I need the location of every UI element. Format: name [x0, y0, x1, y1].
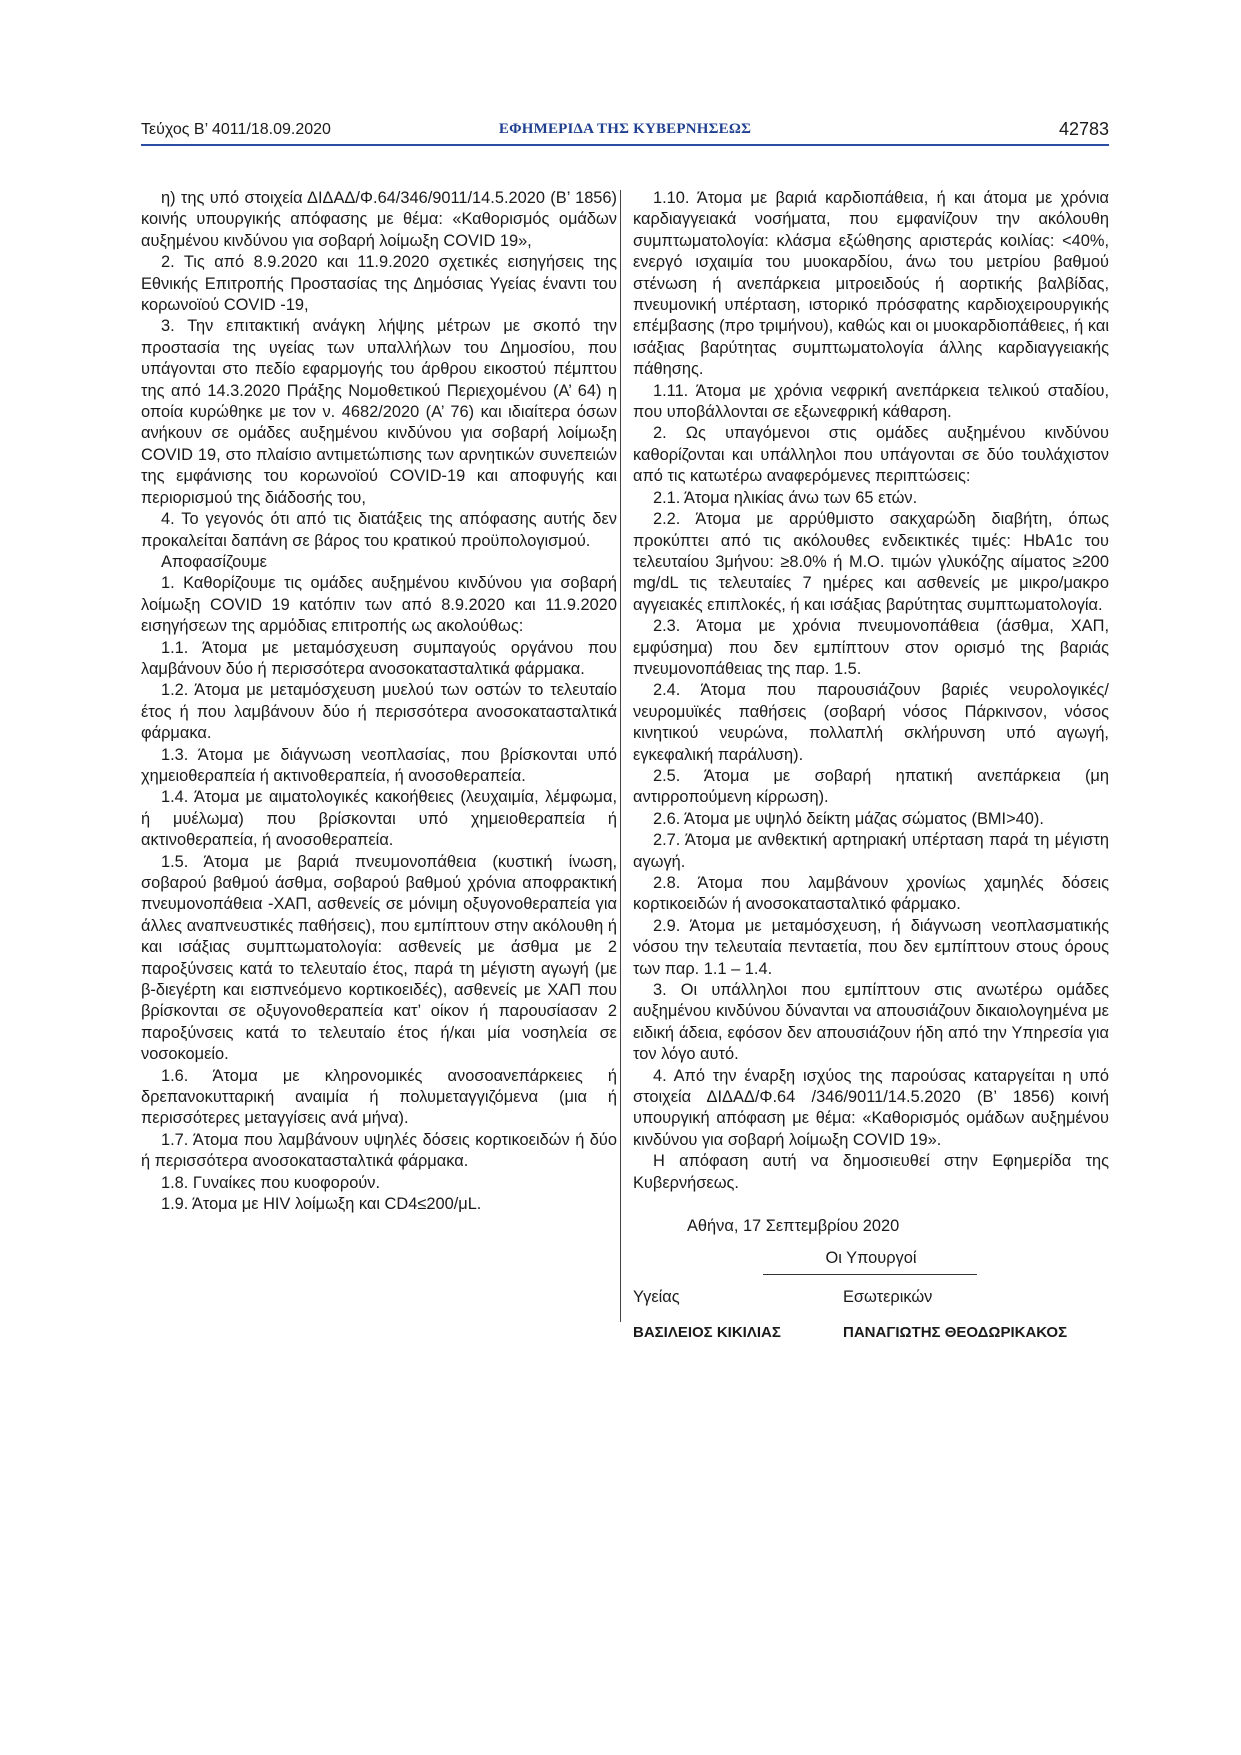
list-item: 2.9. Άτομα με μεταμόσχευση, ή διάγνωση νεοπλασματικής νόσου την τελευταία πενταετία, που δεν εμπίπτουν στους όρους των παρ. 1.1 – 1.4. — [633, 916, 1109, 978]
list-item: 1.9. Άτομα με HIV λοίμωξη και CD4≤200/μL. — [161, 1195, 482, 1214]
paragraph: 1. Καθορίζουμε τις ομάδες αυξημένου κινδύνου για σοβαρή λοίμωξη COVID 19 κατόπιν των από 8.9.2020 και 11.9.2020 εισηγήσεων της αρμόδιας επιτροπής ως ακολούθως: — [141, 574, 617, 636]
gazette-title: ΕΦΗΜΕΡΙΔΑ ΤΗΣ ΚΥΒΕΡΝΗΣΕΩΣ — [498, 121, 752, 137]
list-item: 2.2. Άτομα με αρρύθμιστο σακχαρώδη διαβήτη, όπως προκύπτει από τις ακόλουθες ενδεικτικές τιμές: HbA1c του τελευταίου 3μήνου: ≥8.0% ή Μ.Ο. τιμών γλυκόζης αίματος ≥200 mg/dL τις τελευταίες 7 ημέρες και ασθενείς με μικρο/μακρο αγγειακές επιπλοκές, ή και ισάξιας βαρύτητας συμπτωματολογία. — [633, 510, 1109, 614]
paragraph: 3. Οι υπάλληλοι που εμπίπτουν στις ανωτέρω ομάδες αυξημένου κινδύνου δύνανται να απουσιάζουν δικαιολογημένα με ειδική άδεια, εφόσον δεν απουσιάζουν ήδη από την Υπηρεσία για τον λόγο αυτό. — [633, 981, 1109, 1064]
issue-reference: Τεύχος Β’ 4011/18.09.2020 — [141, 121, 331, 138]
list-item: 1.8. Γυναίκες που κυοφορούν. — [161, 1173, 381, 1192]
paragraph: 4. Από την έναρξη ισχύος της παρούσας καταργείται η υπό στοιχεία ΔΙΔΑΔ/Φ.64 /346/9011/14.5.2020 (Β’ 1856) κοινή υπουργική απόφαση με θέμα: «Καθορισμός ομάδων αυξημένου κινδύνου για σοβαρή λοίμωξη COVID 19». — [633, 1066, 1109, 1149]
place-date: Αθήνα, 17 Σεπτεμβρίου 2020 — [687, 1217, 900, 1236]
list-item: 1.11. Άτομα με χρόνια νεφρική ανεπάρκεια τελικού σταδίου, που υποβάλλονται σε εξωνεφρική κάθαρση. — [633, 381, 1109, 422]
list-item: 2.7. Άτομα με ανθεκτική αρτηριακή υπέρταση παρά τη μέγιστη αγωγή. — [633, 831, 1109, 871]
ministers-heading — [633, 1248, 1109, 1275]
ministry-interior: Εσωτερικών — [843, 1287, 933, 1306]
paragraph: 2. Ως υπαγόμενοι στις ομάδες αυξημένου κινδύνου καθορίζονται και υπάλληλοι που υπάγονται σε δύο τουλάχιστον από τις κατωτέρω αναφερόμενες περιπτώσεις: — [633, 424, 1109, 486]
ministers-rule — [763, 1274, 977, 1275]
signatory-interior: ΠΑΝΑΓΙΩΤΗΣ ΘΕΟΔΩΡΙΚΑΚΟΣ — [843, 1324, 1068, 1342]
paragraph: η) της υπό στοιχεία ΔΙΔΑΔ/Φ.64/346/9011/14.5.2020 (Β’ 1856) κοινής υπουργικής απόφασης με θέμα: «Καθορισμός ομάδων αυξημένου κινδύνου για σοβαρή λοίμωξη COVID 19», — [141, 189, 617, 250]
list-item: 1.1. Άτομα με μεταμόσχευση συμπαγούς οργάνου που λαμβάνουν δύο ή περισσότερα ανοσοκατασταλτικά φάρμακα. — [141, 638, 617, 678]
list-item: 1.6. Άτομα με κληρονομικές ανοσοανεπάρκειες ή δρεπανοκυτταρική αναιμία ή πολυμεταγγιζόμενα (μια ή περισσότερες μεταγγίσεις ανά μήνα). — [141, 1066, 617, 1128]
list-item: 2.8. Άτομα που λαμβάνουν χρονίως χαμηλές δόσεις κορτικοειδών ή ανοσοκατασταλτικό φάρμακο. — [633, 874, 1109, 914]
signature-block — [633, 1216, 1109, 1344]
list-item: 2.1. Άτομα ηλικίας άνω των 65 ετών. — [653, 488, 918, 507]
signatory-health: ΒΑΣΙΛΕΙΟΣ ΚΙΚΙΛΙΑΣ — [633, 1324, 781, 1342]
list-item: 1.7. Άτομα που λαμβάνουν υψηλές δόσεις κορτικοειδών ή δύο ή περισσότερα ανοσοκατασταλτικά φάρμακα. — [141, 1130, 617, 1171]
header-rule — [141, 144, 1109, 146]
ministers-label: Οι Υπουργοί — [825, 1248, 917, 1267]
signatory-row — [633, 1322, 1109, 1343]
list-item: 2.4. Άτομα που παρουσιάζουν βαριές νευρολογικές/νευρομυϊκές παθήσεις (σοβαρή νόσος Πάρκινσον, νόσος κινητικού νευρώνα, πολλαπλή σκλήρυνση υπό αγωγή, εγκεφαλική παράλυση). — [633, 681, 1109, 764]
list-item: 1.3. Άτομα με διάγνωση νεοπλασίας, που βρίσκονται υπό χημειοθεραπεία ή ακτινοθεραπεία, ή ανοσοθεραπεία. — [141, 745, 617, 785]
column-divider — [620, 190, 621, 1322]
left-column — [141, 188, 617, 1216]
page-header — [141, 119, 1109, 149]
ministry-row — [633, 1287, 1109, 1308]
list-item: 1.4. Άτομα με αιματολογικές κακοήθειες (λευχαιμία, λέμφωμα, ή μυέλωμα) που βρίσκονται υπό χημειοθεραπεία ή ακτινοθεραπεία, ή ανοσοθεραπεία. — [141, 788, 617, 850]
page-number: 42783 — [1058, 119, 1109, 139]
paragraph: Η απόφαση αυτή να δημοσιευθεί στην Εφημερίδα της Κυβερνήσεως. — [633, 1152, 1109, 1192]
list-item: 2.5. Άτομα με σοβαρή ηπατική ανεπάρκεια (μη αντιρροπούμενη κίρρωση). — [633, 766, 1109, 807]
list-item: 1.2. Άτομα με μεταμόσχευση μυελού των οστών το τελευταίο έτος ή που λαμβάνουν δύο ή περισσότερα ανοσοκατασταλτικά φάρμακα. — [141, 681, 617, 743]
list-item: 1.5. Άτομα με βαριά πνευμονοπάθεια (κυστική ίνωση, σοβαρού βαθμού άσθμα, σοβαρού βαθμού χρόνια αποφρακτική πνευμονοπάθεια -ΧΑΠ, ασθενείς σε μόνιμη οξυγονοθεραπεία για άλλες αναπνευστικές παθήσεις), που εμπίπτουν στην ακόλουθη ή και ισάξιας συμπτωματολογία: ασθενείς με άσθμα με 2 παροξύνσεις κατά το τελευταίο έτος, παρά τη μέγιστη αγωγή (με β-διεγέρτη και εισπνεόμενο κορτικοειδές), ασθενείς με ΧΑΠ που βρίσκονται σε οξυγονοθεραπεία κατ’ οίκον ή παρουσίασαν 2 παροξύνσεις κατά το τελευταίο έτος ή/και μία νοσηλεία σε νοσοκομείο. — [141, 852, 617, 1064]
paragraph: 3. Την επιτακτική ανάγκη λήψης μέτρων με σκοπό την προστασία της υγείας των υπαλλήλων του Δημοσίου, που υπάγονται στο πεδίο εφαρμογής του άρθρου εικοστού πέμπτου της από 14.3.2020 Πράξης Νομοθετικού Περιεχομένου (Α’ 64) η οποία κυρώθηκε με τον ν. 4682/2020 (Α’ 76) και ιδιαίτερα όσων ανήκουν σε ομάδες αυξημένου κινδύνου για σοβαρή λοίμωξη COVID 19, στο πλαίσιο αντιμετώπισης των αρνητικών συνεπειών της εμφάνισης του κορωνοϊού COVID-19 και αποφυγής και περιορισμού της διάδοσής του, — [141, 317, 617, 507]
paragraph: 2. Τις από 8.9.2020 και 11.9.2020 σχετικές εισηγήσεις της Εθνικής Επιτροπής Προστασίας της Δημόσιας Υγείας έναντι του κορωνοϊού COVID -19, — [141, 253, 617, 315]
right-column — [633, 188, 1109, 1344]
list-item: 1.10. Άτομα με βαριά καρδιοπάθεια, ή και άτομα με χρόνια καρδιαγγειακά νοσήματα, που εμφανίζουν την ακόλουθη συμπτωματολογία: κλάσμα εξώθησης αριστεράς κοιλίας: <40%, ενεργό ισχαιμία του μυοκαρδίου, άνω του μετρίου βαθμού στένωση ή ανεπάρκεια μιτροειδούς ή αορτικής βαλβίδας, πνευμονική υπέρταση, ιστορικό πρόσφατης καρδιοχειρουργικής επέμβασης (προ τριμήνου), καθώς και οι μυοκαρδιοπάθειες, ή και ισάξιας βαρύτητας συμπτωματολογία άλλης καρδιαγγειακής πάθησης. — [633, 189, 1109, 379]
list-item: 2.6. Άτομα με υψηλό δείκτη μάζας σώματος (BMI>40). — [653, 809, 1044, 828]
decision-heading: Αποφασίζουμε — [161, 552, 267, 571]
ministry-health: Υγείας — [633, 1287, 680, 1306]
paragraph: 4. Το γεγονός ότι από τις διατάξεις της απόφασης αυτής δεν προκαλείται δαπάνη σε βάρος του κρατικού προϋπολογισμού. — [141, 510, 617, 550]
list-item: 2.3. Άτομα με χρόνια πνευμονοπάθεια (άσθμα, ΧΑΠ, εμφύσημα) που δεν εμπίπτουν στον ορισμό της βαριάς πνευμονοπάθειας της παρ. 1.5. — [633, 617, 1109, 678]
